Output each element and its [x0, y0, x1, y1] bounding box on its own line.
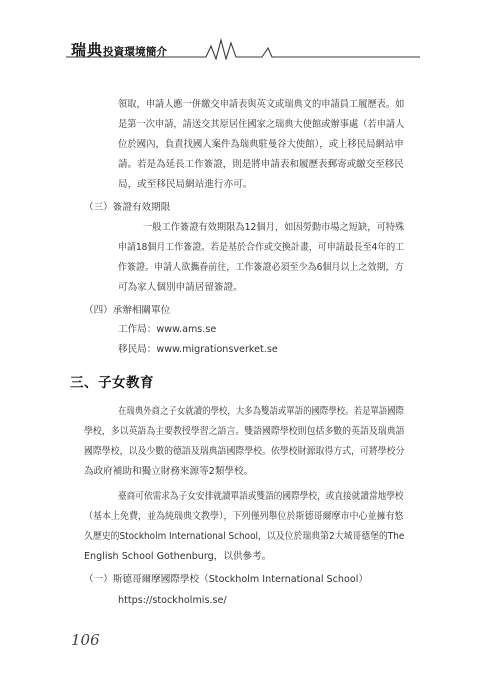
page-number: 106	[71, 631, 100, 649]
paragraph-line: 領取，申請人應一併繳交申請表與英文或瑞典文的申請員工履歷表。如	[118, 99, 405, 110]
paragraph-line: 請。若是為延長工作簽證，則是將申請表和履歷表郵寄或繳交至移民	[118, 159, 404, 170]
paragraph-line: 為政府補助和獨立財務來源等2類學校。	[84, 466, 254, 477]
header-title	[71, 39, 167, 60]
header-title-main: 瑞典	[71, 41, 104, 59]
header-title-sub: 投資環境簡介	[103, 46, 168, 58]
paragraph-line: English School Gothenburg，以供參考。	[84, 551, 272, 562]
school-heading-stockholm: （一）斯德哥爾摩國際學校（Stockholm International School）	[84, 574, 369, 585]
paragraph-line: 國際學校，以及少數的德語及瑞典語國際學校。依學校財源取得方式，可將學校分	[84, 446, 405, 457]
paragraph-line: （基本上免費，並為純瑞典文教學），下列僅列舉位於斯德哥爾摩市中心並擁有悠	[84, 511, 404, 522]
paragraph-line: 是第一次申請，請送交其原居住國家之瑞典大使館或辦事處（若申請人	[118, 119, 405, 130]
agency-migration: 移民局：www.migrationsverket.se	[118, 344, 278, 355]
paragraph-line: 臺商可依需求為子女安排就讀單語或雙語的國際學校，或直接就讀當地學校	[118, 491, 404, 502]
paragraph-line: 學校，多以英語為主要教授學習之語言。雙語國際學校則包括多數的英語及瑞典語	[84, 426, 405, 437]
paragraph-line: 久歷史的Stockholm International School，以及位於瑞典第2大城哥德堡的The	[84, 531, 405, 542]
paragraph-line: 申請18個月工作簽證。若是基於合作或交換計畫，可申請最長至4年的工	[118, 242, 405, 253]
paragraph-line: 作簽證。申請人欲攜眷前往，工作簽證必須至少為6個月以上之效期，方	[118, 262, 404, 273]
heading-children-education: 三、子女教育	[70, 375, 154, 391]
paragraph-line: 可為家人個別申請居留簽證。	[118, 282, 243, 293]
paragraph-line: 在瑞典外商之子女就讀的學校，大多為雙語或單語的國際學校。若是單語國際	[118, 406, 405, 417]
paragraph-line: 局，或至移民局網站進行亦可。	[118, 179, 253, 190]
school-url-link[interactable]: https://stockholmis.se/	[118, 595, 227, 606]
agency-employment: 工作局：www.ams.se	[118, 324, 217, 335]
paragraph-line: 位於國內，負責找國人案件為瑞典駐曼谷大使館），或上移民局網站申	[118, 139, 404, 150]
section-heading-visa-validity: （三）簽證有效期限	[84, 202, 171, 213]
section-heading-agencies: （四）承辦相關單位	[84, 305, 171, 316]
paragraph-line: 一般工作簽證有效期限為12個月，如因勞動市場之短缺，可特殊	[143, 222, 405, 233]
